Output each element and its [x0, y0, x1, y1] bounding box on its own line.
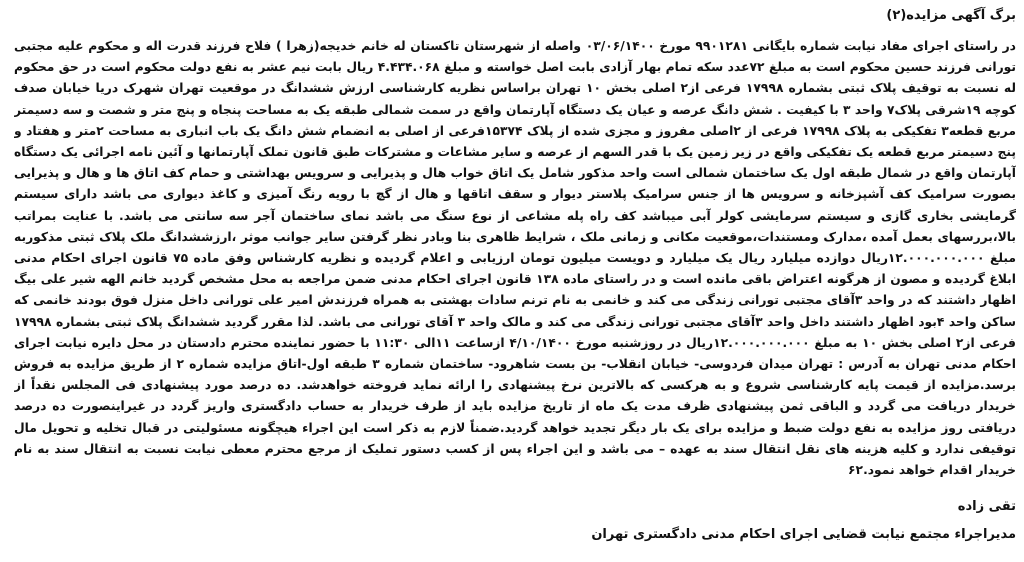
signer-name: تقی زاده	[957, 499, 1016, 514]
issuing-organization: مدیراجراء مجتمع نیابت قضایی اجرای احکام مدنی دادگستری تهران	[591, 527, 1016, 542]
notice-body: در راستای اجرای مفاد نیابت شماره بایگانی ۹۹۰۱۲۸۱ مورخ ۰۳/۰۶/۱۴۰۰ واصله از شهرستان تاکستان له خانم خدیجه(زهرا ) فلاح فرزند قدرت اله و محکوم علیه مجتبی تورانی فرزند حسین محکوم است به مبلغ ۷۲عدد سکه تمام بهار آزادی بابت اصل خواسته و مبلغ ۴.۴۳۴.۰۶۸ ریال بابت نیم عشر به نفع دولت محکوم است در حق محکوم له نسبت به توقیف پلاک ثبتی بشماره ۱۷۹۹۸ فرعی از۲ اصلی بخش ۱۰ تهران براساس نظریه کارشناسی ارزش ششدانگ در موقعیت تهران شهرک دریا خیابان صدف کوچه ۱۹شرقی پلاک۷ واحد ۳ با کیفیت . شش دانگ عرصه و عیان یک دستگاه آپارتمان واقع در سمت شمالی طبقه یک به مساحت پنجاه و پنج متر و شصت و سه دسیمتر مربع قطعه۳ تفکیکی به پلاک ۱۷۹۹۸ فرعی از ۲اصلی مفروز و مجزی شده از پلاک ۱۵۳۷۴فرعی از اصلی به انضمام شش دانگ یک باب انباری به مساحت ۲متر و هفتاد و پنج دسیمتر مربع قطعه یک تفکیکی واقع در زیر زمین یک با قدر السهم از عرصه و سایر مشاعات و مشترکات طبق قانون تملک آپارتمانها و آئین نامه اجرائی یک دستگاه آپارتمان واقع در شمال طبقه اول یک ساختمان شمالی است واحد مذکور شامل یک اتاق خواب هال و پذیرایی و سرویس بهداشتی و حمام کف اتاق ها و هال و پذیرایی بصورت سرامیک کف آشپزخانه و سرویس ها از جنس سرامیک پلاستر دیوار و سقف اتاقها و هال از گچ با رویه رنگ آمیزی و کاغذ دیواری می باشد دارای سیستم گرمایشی بخاری گازی و سیستم سرمایشی کولر آبی میباشد کف راه پله مشاعی از نوع سنگ می باشد نمای ساختمان آجر سه سانتی می باشد. با عنایت بمراتب بالا،بررسهای بعمل آمده ،مدارک ومستندات،موقعیت مکانی و زمانی ملک ، شرایط ظاهری بنا وبادر نظر گرفتن سایر جوانب موثر ،ارزششدانگ ملک پلاک ثبتی مذکوربه مبلغ ۱۲.۰۰۰.۰۰۰.۰۰۰ریال دوازده میلیارد ریال یک میلیارد و دویست میلیون تومان ارزیابی و اعلام گردیده و نظریه کارشناس وفق ماده ۷۵ قانون اجرای احکام مدنی ابلاغ گردیده و مصون از هرگونه اعتراض باقی مانده است و در راستای ماده ۱۳۸ قانون اجرای احکام مدنی ضمن مراجعه به محل مشخص گردید خانم الهه شیر علی بیگ اظهار داشتند که در واحد ۳آقای مجتبی تورانی زندگی می کند و خانمی به نام ترنم سادات بهشتی به همراه فرزندش امیر علی تورانی داخل منزل فوق بودند خانمی که ساکن واحد ۴بود اظهار داشتند داخل واحد ۳آقای مجتبی تورانی زندگی می کند و مالک واحد ۳ آقای تورانی می باشد. لذا مقرر گردید ششدانگ پلاک ثبتی بشماره ۱۷۹۹۸ فرعی از۲ اصلی بخش ۱۰ به مبلغ ۱۲.۰۰۰.۰۰۰.۰۰۰ریال در روزشنبه مورخ ۴/۱۰/۱۴۰۰ ازساعت ۱۱الی ۱۱:۳۰ با حضور نماینده محترم دادستان در محل دایره نیابت اجرای احکام مدنی تهران به آدرس : تهران میدان فردوسی- خیابان انقلاب- بن بست شاهرود- ساختمان شماره ۳ طبقه اول-اتاق مزایده شماره ۲ از طریق مزایده به فروش برسد.مزایده از قیمت پایه کارشناسی شروع و به هرکسی که بالاترین نرخ پیشنهادی را ارائه نماید فروخته خواهدشد. ده درصد مورد پیشنهادی فی المجلس نقداً از خریدار دریافت می گردد و الباقی ثمن پیشنهادی ظرف مدت یک ماه از تاریخ مزایده باید از طرف خریدار به حساب دادگستری واریز گردد در غیراینصورت ده درصد دریافتی روز مزایده به نفع دولت ضبط و مزایده برای یک بار دیگر تجدید خواهد گردید.ضمناً لازم به ذکر است این اجراء هیچگونه مسئولیتی در قبال تخلیه و تحویل مال توقیفی ندارد و کلیه هزینه های نقل انتقال سند به عهده – می باشد و این اجراء پس از کسب دستور تملیک از مرجع محترم معطی نیابت نسبت به انتقال سند به نام خریدار اقدام خواهد نمود.۶۲	[14, 39, 1016, 478]
notice-title: برگ آگهی مزایده(۲)	[886, 8, 1016, 23]
